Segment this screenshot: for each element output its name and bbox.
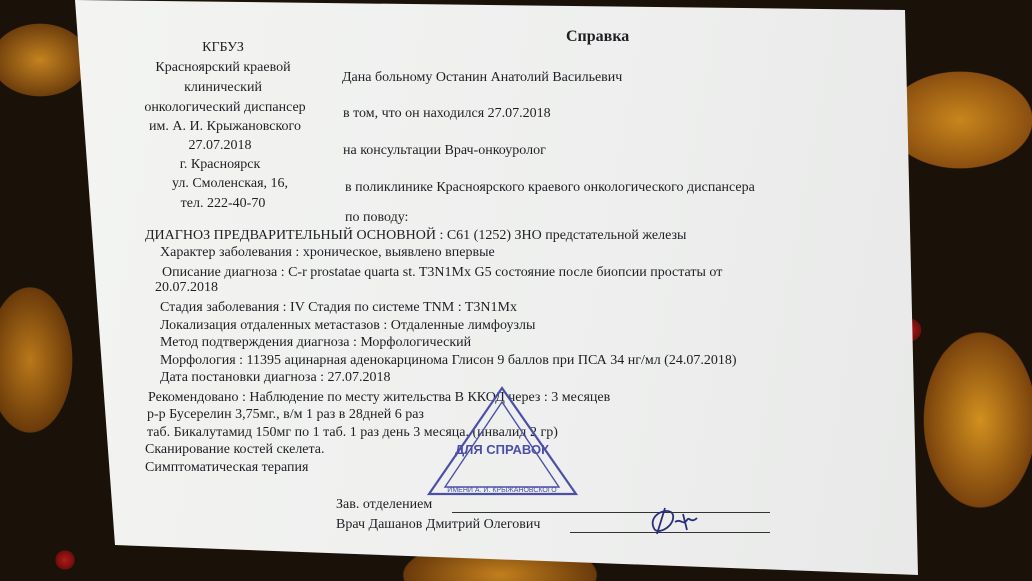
morphology: Морфология : 11395 ацинарная аденокарцинома Глисон 9 баллов при ПСА 34 нг/мл (24.07.2018) [160,353,737,368]
doctor-name: Врач Дашанов Дмитрий Олегович [336,517,541,532]
org-line: онкологический диспансер [144,100,306,115]
recommendation: Рекомендовано : Наблюдение по месту жительства В ККОД через : 3 месяцев [148,390,611,405]
disease-stage: Стадия заболевания : IV Стадия по системе TNM : T3N1Mx [160,300,517,315]
document-title: Справка [566,28,630,45]
org-phone: тел. 222-40-70 [180,196,266,211]
org-line: клинический [184,80,262,95]
metastasis-location: Локализация отдаленных метастазов : Отдаленные лимфоузлы [160,318,536,333]
disease-character: Характер заболевания : хроническое, выявлено впервые [160,245,495,260]
handwritten-signature [625,500,705,540]
stamp-center-text: ДЛЯ СПРАВОК [454,442,550,457]
org-date: 27.07.2018 [188,138,252,153]
symptomatic-therapy: Симптоматическая терапия [145,460,309,475]
org-line: Красноярский краевой [155,60,291,75]
diagnosis-description: Описание диагноза : C-r prostatae quarta st. T3N1Mx G5 состояние после биопсии простаты от [162,265,723,280]
diagnosis-date: Дата постановки диагноза : 27.07.2018 [160,370,391,385]
triangle-stamp [425,384,580,499]
stamp-bottom-text: ИМЕНИ А. И. КРЫЖАНОВСКОГО [447,487,557,494]
patient-line: Дана больному Останин Анатолий Васильевич [342,70,623,85]
date-line: в том, что он находился 27.07.2018 [343,106,551,121]
medication-1: р-р Бусерелин 3,75мг., в/м 1 раз в 28дней 6 раз [147,407,424,422]
org-line: им. А. И. Крыжановского [149,119,301,134]
clinic-line: в поликлинике Красноярского краевого онкологического диспансера [345,180,755,195]
org-city: г. Красноярск [179,157,261,172]
head-signature-line [452,512,770,513]
bone-scan: Сканирование костей скелета. [145,442,325,457]
head-of-department-label: Зав. отделением [336,497,433,512]
reason-label: по поводу: [345,210,409,225]
biopsy-date: 20.07.2018 [155,280,218,295]
org-address: ул. Смоленская, 16, [171,176,289,191]
medication-2: таб. Бикалутамид 150мг по 1 таб. 1 раз день 3 месяца. (инвалид 2 гр) [147,425,558,440]
org-line: КГБУЗ [202,40,244,55]
diagnosis-line: ДИАГНОЗ ПРЕДВАРИТЕЛЬНЫЙ ОСНОВНОЙ : C61 (1252) ЗНО предстательной железы [145,228,687,243]
confirmation-method: Метод подтверждения диагноза : Морфологический [160,335,472,350]
consultation-line: на консультации Врач-онкоуролог [343,143,546,158]
